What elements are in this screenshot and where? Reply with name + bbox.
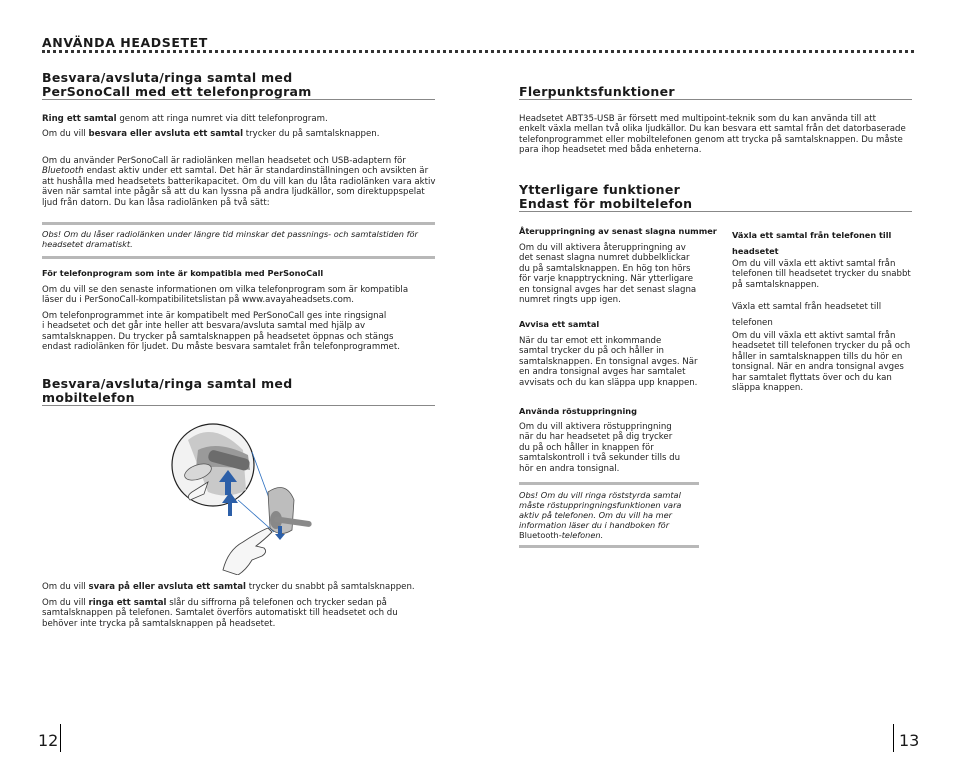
left-p4 (42, 285, 442, 306)
left-note1-line2: headsetet dramatiskt. (42, 239, 133, 249)
right-note-line: information läser du i handboken för (519, 520, 670, 530)
left-p3-line5: ljud från datorn. Du kan låsa radiolänken på två sätt: (42, 197, 270, 208)
left-p5-line1: Om telefonprogrammet inte är kompatibelt med PerSonoCall ges inte ringsignal (42, 311, 387, 321)
left-p4-line2: läser du i PerSonoCall-kompatibilitetslistan på www.avayaheadsets.com. (42, 295, 354, 306)
left-note1-bottom-rule (42, 256, 435, 259)
colA-a3-line: hör en andra tonsignal. (519, 463, 620, 474)
right-p1-line3: telefonprogrammet eller mobiltelefonen genom att trycka på samtalsknappen. Du måste (519, 134, 903, 145)
left-p3-line2 (42, 166, 442, 176)
colB-b1-line: telefonen till headsetet trycker du snabbt (732, 269, 911, 280)
colA-a2-line: samtal trycker du på och håller in (519, 346, 664, 357)
right-sec2-title-line2: Endast för mobiltelefon (519, 195, 693, 211)
right-sec2-title (519, 183, 692, 210)
right-colA-a3 (519, 422, 709, 474)
colB-b2-line: Om du vill växla ett aktivt samtal från (732, 331, 896, 341)
left-p7-start: Om du vill (42, 598, 89, 608)
left-sub1: För telefonprogram som inte är kompatibla med PerSonoCall (42, 268, 324, 278)
left-p3-line4: även när samtal inte pågår så att du kan lyssna på andra ljudkällor, som direktuppspelat (42, 187, 425, 198)
left-p6-rest: trycker du snabbt på samtalsknappen. (246, 582, 415, 592)
page-number-left-bar (60, 724, 61, 752)
left-p2 (42, 129, 379, 139)
left-sec2-title (42, 377, 292, 404)
right-sec1-rule (519, 99, 912, 100)
colA-a1-line: Om du vill aktivera återuppringning av (519, 243, 686, 253)
right-colA-a2 (519, 336, 709, 388)
colB-b1-line: Om du vill växla ett aktivt samtal från (732, 259, 896, 269)
left-p4-line1: Om du vill se den senaste informationen om vilka telefonprogram som är kompatibla (42, 285, 409, 295)
colA-a1-line: det senast slagna numret dubbelklickar (519, 253, 690, 264)
left-p5-line4: endast radiolänken för ljudet. Du måste besvara samtalet från telefonprogrammet. (42, 342, 400, 353)
left-note1-line1: Obs! Om du låser radiolänken under längre tid minskar det passnings- och samtalstiden för (42, 229, 418, 239)
colA-a1-line: för varje knapptryckning. När ytterligare (519, 274, 694, 285)
left-p7-line2: samtalsknappen på telefonen. Samtalet överförs automatiskt till headsetet och du (42, 608, 398, 619)
right-p1-line1: Headsetet ABT35-USB är försett med multipoint-teknik som du kan använda till att (519, 114, 876, 124)
left-note1 (42, 229, 442, 249)
left-p2-start: Om du vill (42, 129, 89, 139)
colA-a2-line: När du tar emot ett inkommande (519, 336, 662, 346)
colB-sub2-line1: Växla ett samtal från headsetet till (732, 302, 882, 312)
left-p1 (42, 114, 328, 124)
colA-a1-line: en tonsignal avges har det senast slagna (519, 284, 697, 295)
right-note-last-line (519, 530, 709, 540)
right-note-line: måste röstuppringningsfunktionen vara (519, 500, 682, 510)
left-p6-start: Om du vill (42, 582, 89, 592)
headset-illustration (168, 420, 318, 575)
right-note-line: Obs! Om du vill ringa röststyrda samtal (519, 490, 681, 500)
left-p7-line3: behöver inte trycka på samtalsknappen på headsetet. (42, 618, 276, 629)
left-p5-line2: i headsetet och det går inte heller att besvara/avsluta samtal med hjälp av (42, 321, 366, 332)
section-header: ANVÄNDA HEADSETET (42, 35, 208, 50)
colB-sub2-line2: telefonen (732, 318, 773, 328)
left-sec2-rule (42, 405, 435, 406)
left-p7-line1 (42, 598, 442, 608)
colB-b2-line: håller in samtalsknappen tills du hör en (732, 351, 903, 362)
hand-icon (223, 528, 272, 575)
left-note1-top-rule (42, 222, 435, 225)
colB-sub1-line1: Växla ett samtal från telefonen till (732, 230, 892, 240)
right-note-top-rule (519, 482, 699, 485)
colA-a2-line: samtalsknappen. En tonsignal avges. När (519, 356, 698, 367)
left-p2-rest: trycker du på samtalsknappen. (243, 129, 380, 139)
left-p7-rest: slår du siffrorna på telefonen och trycker sedan på (166, 598, 387, 608)
colB-sub1-line2: headsetet (732, 246, 779, 256)
left-p1-bold: Ring ett samtal (42, 114, 117, 124)
left-p3-line2-rest: endast aktiv under ett samtal. Det här är standardinställningen och avsikten är (83, 166, 429, 177)
colB-b2-line: släppa knappen. (732, 383, 804, 394)
right-note (519, 490, 709, 540)
right-sec2-rule (519, 211, 912, 212)
right-sec2-title-line1: Ytterligare funktioner (519, 182, 681, 197)
right-colA-sub2: Avvisa ett samtal (519, 319, 600, 329)
right-note-bottom-rule (519, 545, 699, 548)
colA-a1-line: numret ringts upp igen. (519, 295, 621, 306)
right-note-line: aktiv på telefonen. Om du vill ha mer (519, 510, 673, 520)
colA-a2-line: en andra tonsignal avges har samtalet (519, 367, 686, 378)
left-sec1-title (42, 71, 312, 98)
colA-a3-line: du på och håller in knappen för (519, 442, 654, 453)
right-colB-b1 (732, 259, 922, 290)
colA-a2-line: avvisats och du kan släppa upp knappen. (519, 377, 698, 388)
page-number-right-bar (893, 724, 894, 752)
colA-a3-line: Om du vill aktivera röstuppringning (519, 422, 672, 432)
left-sec1-title-line1: Besvara/avsluta/ringa samtal med (42, 70, 293, 85)
right-colB-sub2 (732, 299, 922, 331)
left-p1-rest: genom att ringa numret via ditt telefonprogram. (116, 114, 328, 124)
left-p5 (42, 311, 442, 353)
colB-b2-line: headsetet till telefonen trycker du på och (732, 341, 911, 352)
left-p6 (42, 582, 415, 592)
colB-b2-line: tonsignal. När en andra tonsignal avges (732, 362, 904, 373)
left-p7 (42, 598, 442, 629)
left-p5-line3: samtalsknappen. Du trycker på samtalsknappen på headsetet öppnas och stängs (42, 331, 394, 342)
left-sec1-title-line2: PerSonoCall med ett telefonprogram (42, 83, 312, 99)
colA-a1-line: du på samtalsknappen. En hög ton hörs (519, 263, 691, 274)
right-colB-b2 (732, 331, 922, 393)
left-sec1-rule (42, 99, 435, 100)
right-colA-sub3: Använda röstuppringning (519, 406, 637, 416)
left-p3-italic: Bluetooth (42, 166, 84, 177)
left-p3-line3: att hushålla med headsetets batterikapacitet. Om du vill kan du låta radiolänken vara aktiv (42, 176, 436, 187)
right-p1 (519, 114, 919, 156)
right-sec1-title: Flerpunktsfunktioner (519, 84, 675, 99)
right-colA-a1 (519, 243, 709, 305)
page-number-right: 13 (899, 731, 920, 750)
left-sec2-title-line2: mobiltelefon (42, 389, 135, 405)
left-p2-bold: besvara eller avsluta ett samtal (88, 129, 244, 139)
left-sec2-title-line1: Besvara/avsluta/ringa samtal med (42, 376, 293, 391)
page-number-left: 12 (38, 731, 59, 750)
colA-a3-line: när du har headsetet på dig trycker (519, 432, 673, 443)
right-p1-line2: enkelt växla mellan två olika ljudkällor. Du kan besvara ett samtal från det datorbaserade (519, 124, 906, 135)
colB-b2-line: har samtalet flyttats över och du kan (732, 372, 892, 383)
right-note-telefonen: -telefonen. (558, 530, 604, 540)
left-p3 (42, 156, 442, 208)
colB-b1-line: på samtalsknappen. (732, 279, 820, 290)
right-note-bluetooth: Bluetooth (519, 530, 559, 540)
right-p1-line4: para ihop headsetet med båda enheterna. (519, 145, 702, 156)
right-colB-sub1 (732, 227, 922, 259)
colA-a3-line: samtalskontroll i två sekunder tills du (519, 453, 681, 464)
right-colA-sub1: Återuppringning av senast slagna nummer (519, 226, 717, 236)
left-p7-bold: ringa ett samtal (88, 598, 167, 608)
left-p3-line1: Om du använder PerSonoCall är radiolänken mellan headsetet och USB-adaptern för (42, 156, 406, 166)
left-p6-bold: svara på eller avsluta ett samtal (88, 582, 246, 592)
header-dotted-rule (42, 50, 914, 53)
